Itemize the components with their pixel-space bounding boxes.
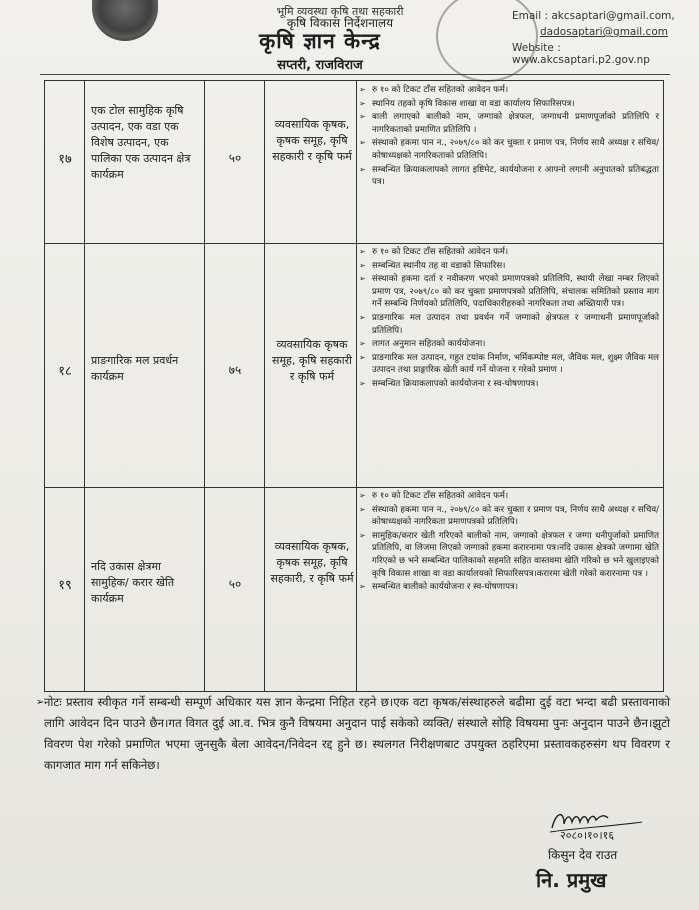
- list-item: ➢ प्राङगारिक मल उत्पादन, गहुत टयांक निर्माण, भर्मिकम्पोष्ट मल, जैविक मल, शुक्ष्म जैविक मल उत्पादन तथा प्राङ्गारिक खेती कार्य गर्ने योजना र गरेको प्रमाण ।: [359, 352, 659, 376]
- row-number: १८: [58, 364, 72, 379]
- table-cell: [265, 487, 357, 691]
- arrow-bullet-icon: ➢: [359, 164, 366, 174]
- list-item: ➢ सम्बन्धित स्थानीय तह वा वडाको सिफारिस।: [359, 260, 506, 271]
- arrow-bullet-icon: ➢: [359, 260, 366, 270]
- program-name: नदि उकास क्षेत्रमा सामुहिक/ करार खेति कार्यक्रम: [91, 560, 175, 605]
- arrow-bullet-icon: ➢: [359, 274, 366, 284]
- list-item: ➢ सामुहिक/करार खेती गरिएको बालीको नाम, जग्गाको क्षेत्रफल र जग्गा धनीपुर्जाको प्रमाणित प्रतिलिपि, वा लिजमा लिएको जग्गाको हकमा करारनामा पत्र।नदि उकास क्षेत्रको जग्गामा खेति गरिएको छ भने सम्बन्धित पालिकाको सहमति सहित वास्तवमा खेति गरिको छ भने खुलाइएको कृषि विकास शाखा वा वडा कार्यालयको सिफारिसपत्र।करारमा खेती गरेको करारनामा पत्र ।: [359, 530, 659, 579]
- office-place: सप्तरी, राजविराज: [277, 58, 363, 73]
- arrow-bullet-icon: ➢: [359, 491, 366, 500]
- note-text: नोटः प्रस्ताव स्वीकृत गर्ने सम्बन्धी सम्पूर्ण अधिकार यस ज्ञान केन्द्रमा निहित रहने छ।एक वटा कृषक/संस्थाहरुले बढीमा दुई वटा भन्दा बढी प्रस्तावनाको लागि आवेदन दिन पाउने छैन।गत विगत दुई आ.व. भित्र कुनै विषयमा अनुदान पाई सकेको व्यक्ति/ संस्थाले सोहि विषयमा पुनः अनुदान पाउने छैन।झुटो विवरण पेश गरेको प्रमाणित भएमा जुनसुकै बेला आवेदन/निवेदन रद्द हुने छ। स्थलगत निरीक्षणबाट उपयुक्त ठहरिएमा प्रस्तावकहरुसंग थप विवरण र कागजात माग गर्न सकिनेछ।: [44, 695, 670, 772]
- signature-scribble: [546, 806, 666, 840]
- list-item: ➢ रु १० को टिकट टाँस सहितको आवेदन फर्म।: [359, 247, 509, 257]
- list-item: ➢ सम्बन्धित बालीको कार्ययोजना र स्व-घोषणापत्र।: [359, 582, 518, 593]
- arrow-bullet-icon: ➢: [359, 247, 366, 256]
- list-item: ➢ रु १० को टिकट टाँस सहितको आवेदन फर्म।: [359, 85, 509, 95]
- arrow-bullet-icon: ➢: [359, 98, 366, 108]
- arrow-bullet-icon: ➢: [359, 530, 366, 540]
- row-number: १७: [58, 152, 72, 167]
- row-number: १९: [58, 578, 72, 593]
- program-name: एक टोल सामुहिक कृषि उत्पादन, एक वडा एक विशेष उत्पादन, एक पालिका एक उत्पादन क्षेत्र कार्यक्रम: [91, 104, 191, 181]
- signature-date: २०८०।१०।१६: [560, 829, 615, 840]
- email-primary: Email : akcsaptari@gmail.com,: [512, 10, 675, 22]
- arrow-bullet-icon: ➢: [36, 697, 45, 708]
- signatory-title: नि. प्रमुख: [536, 868, 607, 892]
- arrow-bullet-icon: ➢: [359, 504, 366, 514]
- arrow-bullet-icon: ➢: [359, 138, 366, 148]
- header-divider: [40, 74, 670, 75]
- list-item: ➢ रु १० को टिकट टाँस सहितको आवेदन फर्म।: [359, 491, 509, 501]
- arrow-bullet-icon: ➢: [359, 112, 366, 122]
- list-item: ➢ संस्थाको हकमा पान न., २०७९/८० को कर चुक्ता र प्रमाण पत्र, निर्णय साथै अध्यक्ष र सचिव/कोषाध्यक्षको नागरिकताको प्रतिलिपि।: [359, 138, 659, 161]
- ministry-line: भूमि व्यवस्था कृषि तथा सहकारी: [276, 5, 404, 18]
- eligible-applicants: व्यवसायिक कृषक, कृषक समूह, कृषि सहकारी, र कृषि फर्म: [270, 540, 354, 585]
- eligible-applicants: व्यवसायिक कृषक समूह, कृषि सहकारी र कृषि फर्म: [272, 338, 352, 383]
- arrow-bullet-icon: ➢: [359, 352, 366, 362]
- note-paragraph: [36, 692, 670, 776]
- subsidy-amount: ५०: [228, 577, 242, 591]
- list-item: ➢ संस्थाको हकमा दर्ता र नवीकरण भएको प्रमाणपत्रको प्रतिलिपि, स्थायी लेखा नम्बर लिएको प्रमाण पत्र, २०७९/८० को कर चुक्ता प्रमाणपत्रको प्रतिलिपि, संचालक समितिको प्रस्ताव माग गर्ने सम्बन्धि निर्णयको प्रतिलिपि, पदाधिकारीहरुको नागरिकता तथा अख्तियारी पत्र।: [359, 274, 659, 310]
- required-documents: [359, 489, 659, 594]
- list-item: ➢ बाली लगाएको बालीको नाम, जग्गाको क्षेत्रफल, जग्गाधनी प्रमाणपूर्जाको प्रतिलिपि र नागरिकताको प्रमाणित प्रतिलिपि ।: [359, 112, 659, 135]
- table-row: [45, 81, 663, 244]
- page-title: कृषि ज्ञान केन्द्र: [259, 29, 381, 53]
- office-line: कृषि विकास निर्देशनालय: [286, 16, 394, 30]
- required-documents: [359, 245, 659, 391]
- list-item: ➢ प्राङगारिक मल उत्पादन तथा प्रवर्धन गर्ने जग्गाको क्षेत्रफल र जग्गाधनी प्रमाणपूर्जाको प्रतिलिपि।: [359, 312, 659, 336]
- arrow-bullet-icon: ➢: [359, 378, 366, 388]
- subsidy-amount: ५०: [228, 151, 242, 165]
- list-item: ➢ सम्बन्धित क्रियाकलापको लागत इष्टिमेट, कार्ययोजना र आफ्नो लगानी अनुपातको प्रतिबद्धता पत्र।: [359, 164, 659, 188]
- program-table: [44, 80, 664, 692]
- arrow-bullet-icon: ➢: [359, 582, 366, 592]
- subsidy-amount: ७५: [228, 363, 242, 377]
- arrow-bullet-icon: ➢: [359, 339, 366, 349]
- list-item: ➢ संस्थाको हकमा पान न., २०७९/८० को कर चुक्ता र प्रमाण पत्र, निर्णय साथै अध्यक्ष र सचिव/कोषाध्यक्षको नागरिकता प्रमाणपत्रको प्रतिलिपि।: [359, 504, 659, 528]
- arrow-bullet-icon: ➢: [359, 312, 366, 322]
- required-documents: [359, 83, 659, 189]
- program-name: प्राङगारिक मल प्रवर्धन कार्यक्रम: [91, 354, 179, 383]
- table-row: [45, 243, 663, 488]
- email-secondary: dadosaptari@gmail.com: [540, 26, 668, 38]
- list-item: ➢ लागत अनुमान सहितको कार्ययोजना।: [359, 339, 486, 350]
- arrow-bullet-icon: ➢: [359, 85, 366, 94]
- list-item: ➢ सम्बन्धित क्रियाकलापको कार्ययोजना र स्व-घोषणापत्र।: [359, 378, 539, 389]
- table-row: [45, 487, 663, 691]
- website: Website : www.akcsaptari.p2.gov.np: [512, 42, 650, 66]
- eligible-applicants: व्यवसायिक कृषक, कृषक समूह, कृषि सहकारी र कृषि फर्म: [272, 118, 352, 163]
- signatory-name: किसुन देव राउत: [548, 848, 618, 862]
- list-item: ➢ स्थानिय तहको कृषि विकास शाखा वा वडा कार्यालय सिफारिसपत्र।: [359, 98, 575, 109]
